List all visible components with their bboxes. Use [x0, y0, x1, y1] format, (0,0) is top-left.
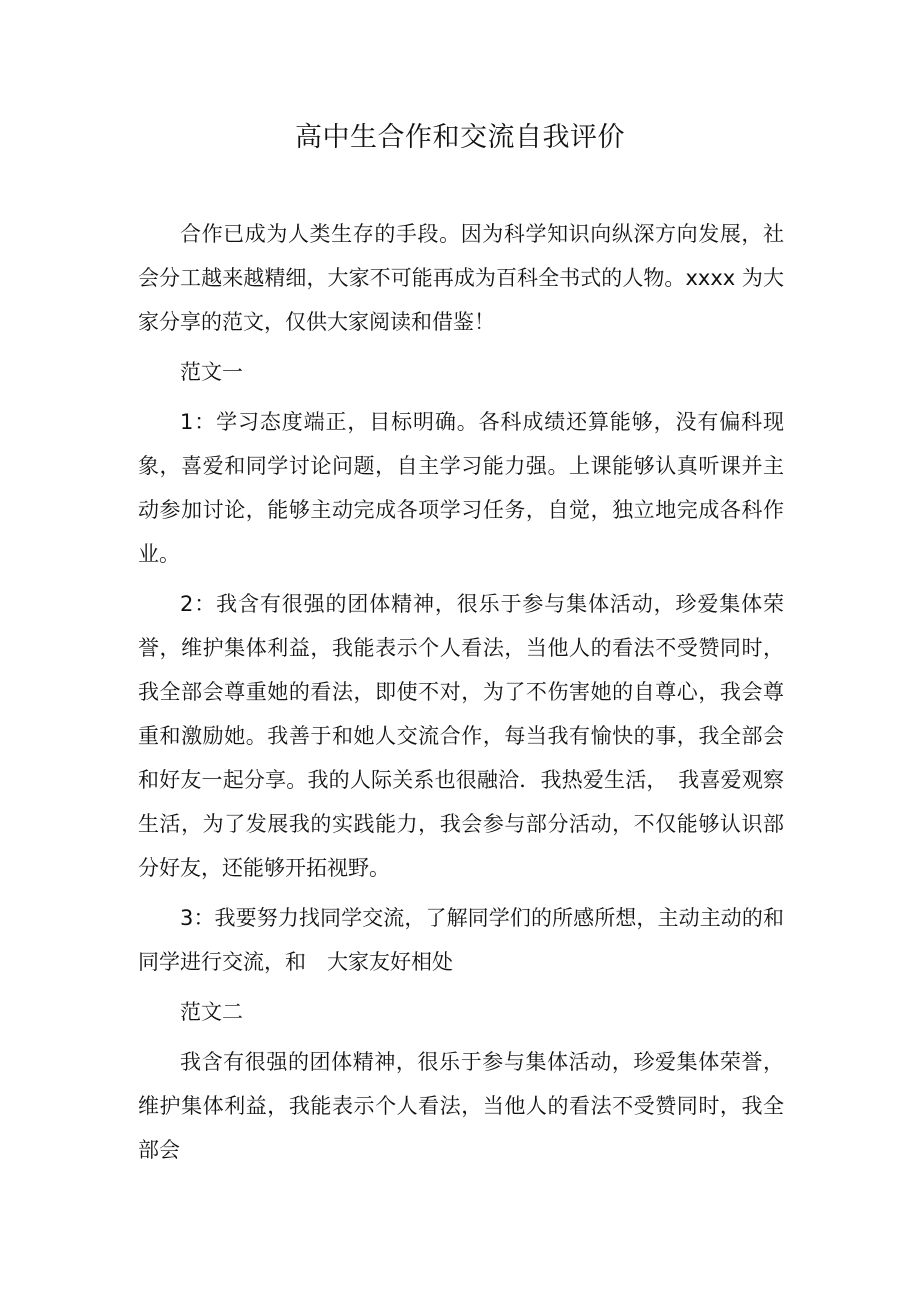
sample-one-point-1: 1：学习态度端正，目标明确。各科成绩还算能够，没有偏科现象，喜爱和同学讨论问题，自主学习能力强。上课能够认真听课并主动参加讨论，能够主动完成各项学习任务，自觉，独立地完成各科作业。 [138, 410, 784, 566]
sample-two-paragraph: 我含有很强的团体精神，很乐于参与集体活动，珍爱集体荣誉，维护集体利益，我能表示个人看法，当他人的看法不受赞同时，我全部会 [138, 1050, 784, 1162]
intro-paragraph: 合作已成为人类生存的手段。因为科学知识向纵深方向发展，社会分工越来越精细，大家不可能再成为百科全书式的人物。xxxx 为大家分享的范文，仅供大家阅读和借鉴！ [138, 222, 784, 334]
sample-one-point-2: 2：我含有很强的团体精神，很乐于参与集体活动，珍爱集体荣誉，维护集体利益，我能表示个人看法，当他人的看法不受赞同时，我全部会尊重她的看法，即使不对，为了不伤害她的自尊心，我会尊重和激励她。我善于和她人交流合作，每当我有愉快的事，我全部会和好友一起分享。我的人际关系也很融洽．我热爱生活， 我喜爱观察生活，为了发展我的实践能力，我会参与部分活动，不仅能够认识部分好友，还能够开拓视野。 [138, 592, 784, 880]
document-title: 高中生合作和交流自我评价 [295, 122, 625, 153]
document-body [138, 212, 784, 1172]
section-heading-sample-one: 范文一 [180, 360, 243, 384]
section-heading-sample-two: 范文二 [180, 1000, 243, 1024]
sample-one-point-3: 3：我要努力找同学交流，了解同学们的所感所想，主动主动的和同学进行交流，和 大家友好相处 [138, 906, 784, 974]
